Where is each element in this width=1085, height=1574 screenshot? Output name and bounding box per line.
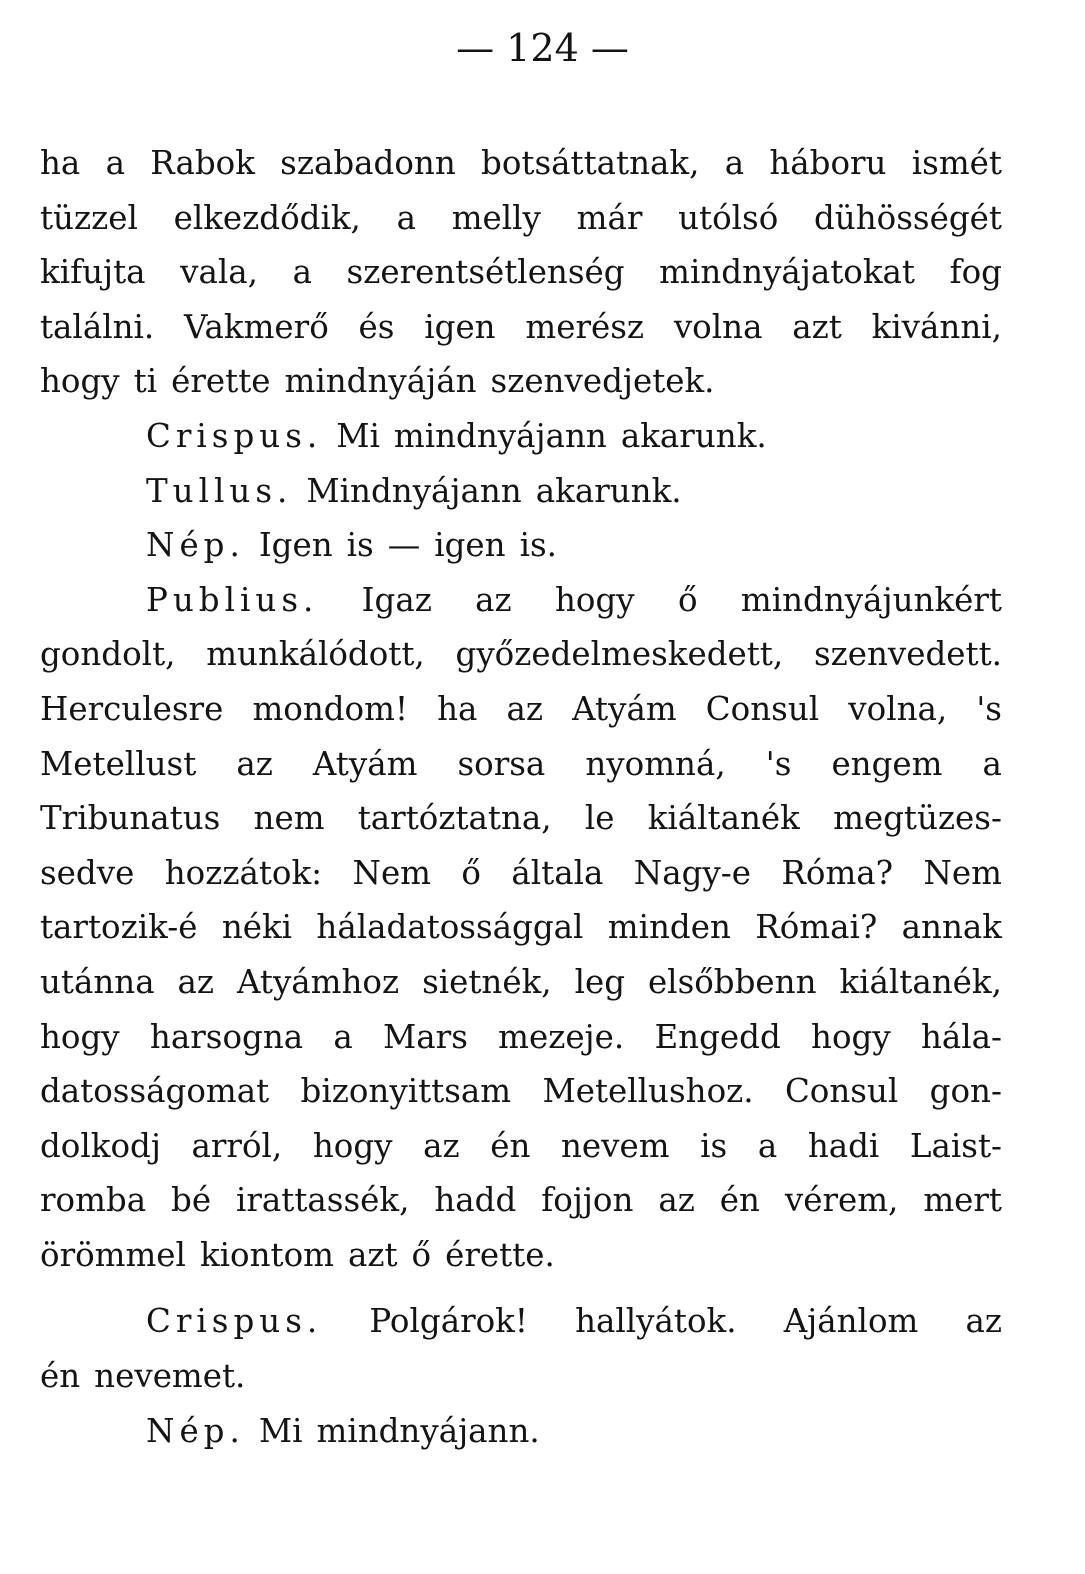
word: találni. (40, 307, 155, 346)
word: szerentsétlenség (346, 253, 625, 292)
word: hála- (920, 1017, 1002, 1056)
word: az (658, 1181, 695, 1220)
word: Mi (336, 416, 380, 455)
word: hogy (811, 1017, 891, 1056)
text-line (40, 1173, 1002, 1228)
word: elsőbbenn (647, 962, 817, 1001)
word: az (177, 962, 215, 1001)
word: irattassék, (236, 1181, 410, 1220)
speaker-name: Crispus. (146, 1302, 323, 1341)
word: Metellust (40, 744, 197, 783)
text-line (40, 1294, 1002, 1349)
word: örömmel (40, 1235, 186, 1274)
text-line (40, 191, 1002, 246)
word: vala, (180, 253, 258, 292)
word: Nagy-e (633, 853, 751, 892)
word: utólsó (678, 198, 779, 237)
word: arról, (191, 1126, 283, 1165)
word: szenvedett. (813, 635, 1002, 674)
word: mindnyájann (393, 416, 607, 455)
speaker-name: Crispus. (146, 416, 323, 455)
word: azt (792, 307, 842, 346)
word: Mi (258, 1411, 303, 1450)
word: datosságomat (40, 1072, 270, 1111)
word: harsogna (149, 1017, 304, 1056)
word: Metellushoz. (542, 1072, 754, 1111)
word: Nem (352, 853, 432, 892)
word: a (724, 144, 745, 182)
word: kifujta (40, 253, 146, 292)
word: utánna (40, 962, 155, 1001)
word: Római? (755, 908, 878, 947)
word: munkálódott, (206, 635, 425, 674)
word: vérem, (784, 1181, 899, 1220)
word: fog (949, 253, 1002, 292)
word: annak (901, 908, 1002, 947)
word: mindnyájunkért (740, 580, 1002, 619)
text-line (40, 955, 1002, 1010)
word: Mindnyájann (306, 471, 522, 510)
word: Atyám (572, 689, 677, 728)
word: hogy (40, 1017, 120, 1056)
word: nevem (560, 1126, 670, 1165)
word: hogy (40, 362, 120, 401)
word: én (490, 1126, 531, 1165)
paragraph (40, 136, 1002, 409)
word: minden (607, 908, 731, 947)
word: volna, (848, 689, 948, 728)
word: a (982, 744, 1002, 783)
word: kiáltanék (647, 799, 800, 838)
speaker-name: Nép. (146, 526, 245, 565)
word: a (105, 144, 125, 182)
word: érette (171, 362, 271, 401)
text-line (40, 682, 1002, 737)
word: leg (574, 962, 625, 1001)
word: szenvedjetek. (490, 362, 715, 401)
word: sietnék, (422, 962, 552, 1001)
word: Mars (383, 1017, 468, 1056)
word: ő (677, 580, 698, 619)
word: sedve (40, 853, 135, 892)
text-line (40, 1404, 1002, 1459)
text-line (40, 846, 1002, 901)
text-line (40, 518, 1002, 573)
word: romba (40, 1181, 147, 1220)
speaker-name: Publius. (146, 580, 319, 619)
dialogue-paragraph (40, 464, 1002, 519)
dialogue-paragraph (40, 409, 1002, 464)
word: háladatossággal (316, 908, 584, 947)
word: engem (831, 744, 943, 783)
word: sorsa (457, 744, 546, 783)
word: nem (253, 799, 325, 838)
text-line (40, 1010, 1002, 1065)
word: mindnyáján (284, 362, 477, 401)
word: hogy (312, 1126, 393, 1165)
word: melly (451, 198, 541, 237)
word: gon- (929, 1072, 1002, 1111)
word: dolkodj (40, 1126, 161, 1165)
word: ismét (911, 144, 1002, 182)
speaker-name: Tullus. (146, 471, 293, 510)
text-line (40, 737, 1002, 792)
word: tüzzel (40, 198, 138, 237)
word: én (40, 1357, 81, 1396)
word: mezeje. (498, 1017, 625, 1056)
word: a (757, 1126, 778, 1165)
word: tartozik-é (40, 908, 198, 947)
word: is. (519, 526, 557, 565)
word: Róma? (781, 853, 894, 892)
word: Vakmerő (184, 307, 329, 346)
word: a (333, 1017, 353, 1056)
word: Atyámhoz (236, 962, 400, 1001)
text-line (40, 300, 1002, 355)
word: megtüzes- (833, 799, 1002, 838)
word: és (358, 307, 395, 346)
word: Atyám (312, 744, 418, 783)
text-line (40, 573, 1002, 628)
word: hadi (807, 1126, 880, 1165)
word: szabadonn (280, 144, 456, 182)
word: hallyátok. (575, 1302, 737, 1341)
text-line (40, 900, 1002, 955)
dialogue-paragraph (40, 518, 1002, 573)
word: botsáttatnak, (481, 144, 700, 182)
word: az (423, 1126, 460, 1165)
word: fojjon (541, 1181, 634, 1220)
word: merész (525, 307, 645, 346)
word: nyomná, (585, 744, 726, 783)
word: Ajánlom (783, 1302, 919, 1341)
word: kiontom (199, 1235, 334, 1274)
word: én (719, 1181, 760, 1220)
text-line (40, 1228, 1002, 1283)
word: mert (923, 1181, 1002, 1220)
word: volna (673, 307, 763, 346)
word: Tribunatus (40, 799, 221, 838)
word: hadd (434, 1181, 517, 1220)
text-line (40, 245, 1002, 300)
word: dühösségét (814, 198, 1002, 237)
word: Consul (705, 689, 820, 728)
word: ha (40, 144, 81, 182)
word: is (346, 526, 374, 565)
word: is (700, 1126, 728, 1165)
word: Nem (923, 853, 1002, 892)
word: akarunk. (535, 471, 682, 510)
page-number (0, 22, 1085, 74)
word: érette. (445, 1235, 555, 1274)
word: mindnyájann. (316, 1411, 540, 1450)
word: az (475, 580, 512, 619)
dialogue-paragraph (40, 1404, 1002, 1459)
page-text (40, 136, 1002, 1458)
word: Laist- (909, 1126, 1002, 1165)
word: a (292, 253, 312, 292)
page-number-text: — 124 — (456, 26, 629, 70)
word: győzedelmeskedett, (455, 635, 784, 674)
text-line (40, 354, 1002, 409)
word: néki (221, 908, 293, 947)
dialogue-paragraph (40, 573, 1002, 1283)
word: igen (424, 307, 496, 346)
paragraph-gap (40, 1282, 1002, 1294)
text-line (40, 136, 1002, 191)
word: ha (437, 689, 478, 728)
word: hozzátok: (164, 853, 323, 892)
word: Consul (784, 1072, 899, 1111)
word: bizonyittsam (300, 1072, 512, 1111)
word: háboru (769, 144, 887, 182)
speaker-name: Nép. (146, 1411, 245, 1450)
word: nevemet. (94, 1357, 246, 1396)
word: az (965, 1302, 1002, 1341)
word: Igen (258, 526, 333, 565)
word: ti (133, 362, 158, 401)
text-line (40, 627, 1002, 682)
word: kiáltanék, (839, 962, 1002, 1001)
word: 's (765, 744, 792, 783)
word: akarunk. (620, 416, 767, 455)
word: le (584, 799, 615, 838)
word: mindnyájatokat (659, 253, 915, 292)
word: ő (411, 1235, 432, 1274)
word: a (396, 198, 416, 237)
word: általa (511, 853, 604, 892)
word: már (576, 198, 643, 237)
text-line (40, 1064, 1002, 1119)
word: kivánni, (871, 307, 1002, 346)
word: Engedd (654, 1017, 781, 1056)
word: igen (434, 526, 506, 565)
word: Rabok (150, 144, 255, 182)
word: bé (171, 1181, 212, 1220)
text-line (40, 1349, 1002, 1404)
word: gondolt, (40, 635, 176, 674)
word: hogy (554, 580, 635, 619)
word: az (236, 744, 273, 783)
word: tartóztatna, (357, 799, 552, 838)
word: — (387, 526, 421, 565)
text-line (40, 791, 1002, 846)
text-line (40, 409, 1002, 464)
text-line (40, 464, 1002, 519)
word: azt (347, 1235, 398, 1274)
text-line (40, 1119, 1002, 1174)
word: Herculesre (40, 689, 224, 728)
word: ő (461, 853, 481, 892)
word: elkezdődik, (173, 198, 361, 237)
word: Igaz (361, 580, 432, 619)
word: 's (976, 689, 1002, 728)
word: Polgárok! (369, 1302, 528, 1341)
dialogue-paragraph (40, 1294, 1002, 1403)
word: mondom! (252, 689, 409, 728)
word: az (506, 689, 544, 728)
